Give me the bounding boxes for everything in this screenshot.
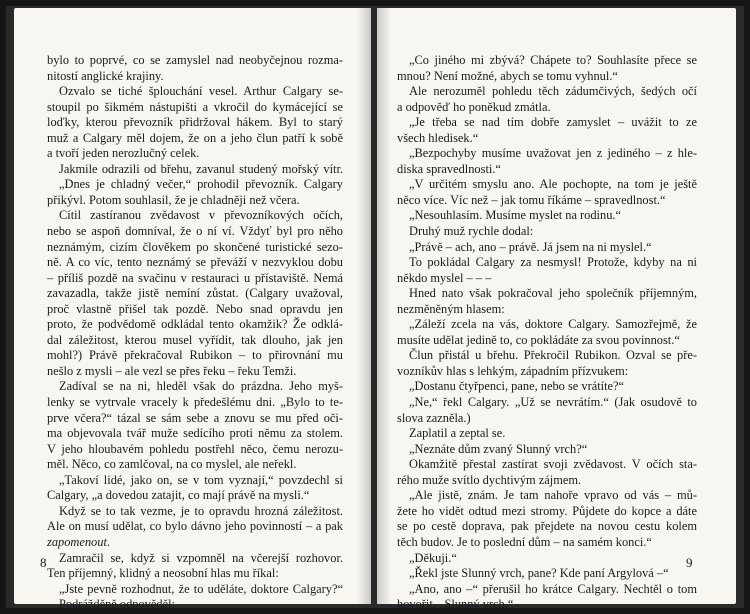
text-line: „Ne,“ řekl Calgary. „Už se nevrátím.“ (Jak osudově to <box>409 395 697 410</box>
right-page <box>377 8 736 612</box>
gutter-shadow <box>357 8 371 604</box>
text-line: neznámým, cizím člověkem po skončené turistické sezo- <box>47 239 343 254</box>
text-line: Okamžitě přestal zastírat svoji zvědavost. V očích sta- <box>409 457 697 472</box>
text-line: Hned nato však pokračoval jeho společník příjemným, <box>409 286 697 301</box>
text-line: „Neznáte dům zvaný Slunný vrch?“ <box>409 441 588 456</box>
text-line: „Právě – ach, ano – právě. Já jsem na ni myslel.“ <box>409 239 652 254</box>
text-line: „Takoví lidé, jako on, se v tom vyznají,“ povzdechl si <box>59 472 343 487</box>
text-line: lenky se vytrvale vracely k předešlému dni. „Bylo to te- <box>47 395 343 410</box>
text-line: vozníkův hlas s lehkým, západním přízvukem: <box>397 363 629 378</box>
text-line: „Dnes je chladný večer,“ prohodil převozník. Calgary <box>59 177 343 192</box>
text-line: Ten příjemný, klidný a neosobní hlas mu říkal: <box>47 566 279 581</box>
text-line: a odpověď ho poněkud zmátla. <box>397 99 551 114</box>
text-line: „Řekl jste Slunný vrch, pane? Kde paní Argylová –“ <box>409 566 669 581</box>
text-line: stoupil po šikmém nástupišti a vkročil do kymácející se <box>47 99 343 114</box>
text-line: „Ano, ano –“ přerušil ho krátce Calgary. Nechtěl o tom <box>409 581 697 596</box>
text-line: všech hledisek.“ <box>397 130 479 145</box>
text-line: slova zazněla.) <box>397 410 471 425</box>
text-line: proč vlastně přišel tak pozdě. Nebo snad opravdu jen <box>47 301 343 316</box>
text-line: zapomenout. <box>47 534 110 549</box>
left-page <box>14 8 371 612</box>
text-line: diska spravedlnosti.“ <box>397 161 501 176</box>
text-line: „Je třeba se nad tím dobře zamyslet – uvážit to ze <box>409 115 697 130</box>
text-line: mnou? Není možné, abych se tomu vyhnul.“ <box>397 68 618 83</box>
text-line: loďky, kterou převozník přidržoval hákem. Byl to starý <box>47 115 343 130</box>
text-line: Jakmile odrazili od břehu, zavanul studený mořský vítr. <box>59 161 343 176</box>
text-line: „V určitém smyslu ano. Ale pochopte, na tom je ještě <box>409 177 697 192</box>
text-line: „Ale jistě, znám. Je tam nahoře vpravo od vás – mů- <box>409 488 697 503</box>
text-line: něco více. Víc než – jak tomu říkáme – spravedlnost.“ <box>397 192 666 207</box>
text-line: měl. Něco, co zamlčoval, na co myslel, ale neřekl. <box>47 457 297 472</box>
text-line: žete ho vidět odtud mezi stromy. Půjdete do kopce a dáte <box>397 503 697 518</box>
text-line: těch budov. Je to poslední dům – na samém konci.“ <box>397 534 652 549</box>
text-line: rého muže svítlo dychtivým zájmem. <box>397 472 582 487</box>
book-spread <box>6 6 744 612</box>
text-line: muž a Calgary měl dojem, že on a jeho člun patří k sobě <box>47 130 343 145</box>
text-line: Když se to tak vezme, je to opravdu hrozná záležitost. <box>59 503 343 518</box>
text-line: Cítil zastíranou zvědavost v převozníkových očích, <box>59 208 343 223</box>
text-line: zavazadla, takže jistě nemíní zůstat. (Calgary uvažoval, <box>47 286 343 301</box>
right-page-text <box>397 53 697 613</box>
text-line: Zadíval se na ni, hleděl však do prázdna. Jeho myš- <box>59 379 343 394</box>
text-line: Zaplatil a zeptal se. <box>409 426 506 441</box>
text-line: „Co jiného mi zbývá? Chápete to? Souhlasíte přece se <box>409 53 697 67</box>
text-line: To pokládal Calgary za nesmysl! Protože, kdyby na ni <box>409 255 697 270</box>
page-number-left: 8 <box>40 555 47 570</box>
text-line: ně. A co víc, tento neznámý se převáží v nezvyklou dobu <box>47 255 343 270</box>
text-line: ma objevovala tvář muže sedícího proti němu za stolem. <box>47 426 343 441</box>
text-line: a tvoří jeden nerozlučný celek. <box>47 146 200 161</box>
text-line: Zamračil se, když si vzpomněl na včerejší rozhovor. <box>59 550 343 565</box>
gutter-shadow <box>377 8 391 604</box>
left-page-text <box>47 53 343 613</box>
text-line: musíte udělat jedině to, co pokládáte za svou povinnost.“ <box>397 332 680 347</box>
text-line: „Nesouhlasím. Musíme myslet na rodinu.“ <box>409 208 621 223</box>
text-line: Ale on musí udělat, co bylo dávno jeho povinností – a pak <box>47 519 343 534</box>
text-line: nitostí anglické krajiny. <box>47 68 164 83</box>
text-line: proto, že podvědomě odkládal tento okamžik? Že odklá- <box>47 317 343 332</box>
page-number-right: 9 <box>686 555 693 570</box>
text-line: „Jste pevně rozhodnut, že to uděláte, doktore Calgary?“ <box>59 581 343 596</box>
text-line: Ale nerozuměl pohledu těch zádumčivých, šedých očí <box>409 84 697 99</box>
text-line: Druhý muž rychle dodal: <box>409 224 534 239</box>
text-line: „Dostanu čtyřpenci, pane, nebo se vrátíte?“ <box>409 379 625 394</box>
text-line: někdo myslel – – – <box>397 270 492 285</box>
text-line: přikývl. Potom souhlasil, že je chladněji než včera. <box>47 192 300 207</box>
text-line: Ozvalo se tiché šplouchání vesel. Arthur Calgary se- <box>59 84 343 99</box>
text-line: mohl?) Právě překračoval Rubikon – to přirovnání mu <box>47 348 343 363</box>
text-line: dal záležitost, kterou musel vyřídit, tak dlouho, jak jen <box>47 332 343 347</box>
text-line: nezměněným hlasem: <box>397 301 505 316</box>
text-line: prve včera?“ tázal se sám sebe a znovu se mu před oči- <box>47 410 343 425</box>
text-line: bylo to poprvé, co se zamyslel nad neobyčejnou rozma- <box>47 53 343 67</box>
text-line: nešlo z mysli – ale vezl se přes řeku – řeku Temži. <box>47 363 297 378</box>
text-line: nebo se aspoň domníval, že o ní ví. Vždyť byl pro něho <box>47 224 343 239</box>
text-line: V jeho hloubavém pohledu postřehl něco, čemu nerozu- <box>47 441 343 456</box>
text-line: – příliš pozdě na svačinu v restauraci u přístaviště. Nemá <box>47 270 343 285</box>
text-line: hovořit. „Slunný vrch.“ <box>397 597 514 612</box>
text-line: „Bezpochyby musíme uvažovat jen z jediného – z hle- <box>409 146 697 161</box>
text-line: „Děkuji.“ <box>409 550 457 565</box>
text-line: Člun přistál u břehu. Překročil Rubikon. Ozval se pře- <box>409 348 697 363</box>
text-line: „Záleží zcela na vás, doktore Calgary. Samozřejmě, že <box>409 317 697 332</box>
text-line: se po cestě doprava, pak přejdete na novou cestu kolem <box>397 519 697 534</box>
text-line: Calgary, „a dovedou zatajit, co mají právě na mysli.“ <box>47 488 310 503</box>
text-line: Podrážděně odpověděl: <box>59 597 175 612</box>
